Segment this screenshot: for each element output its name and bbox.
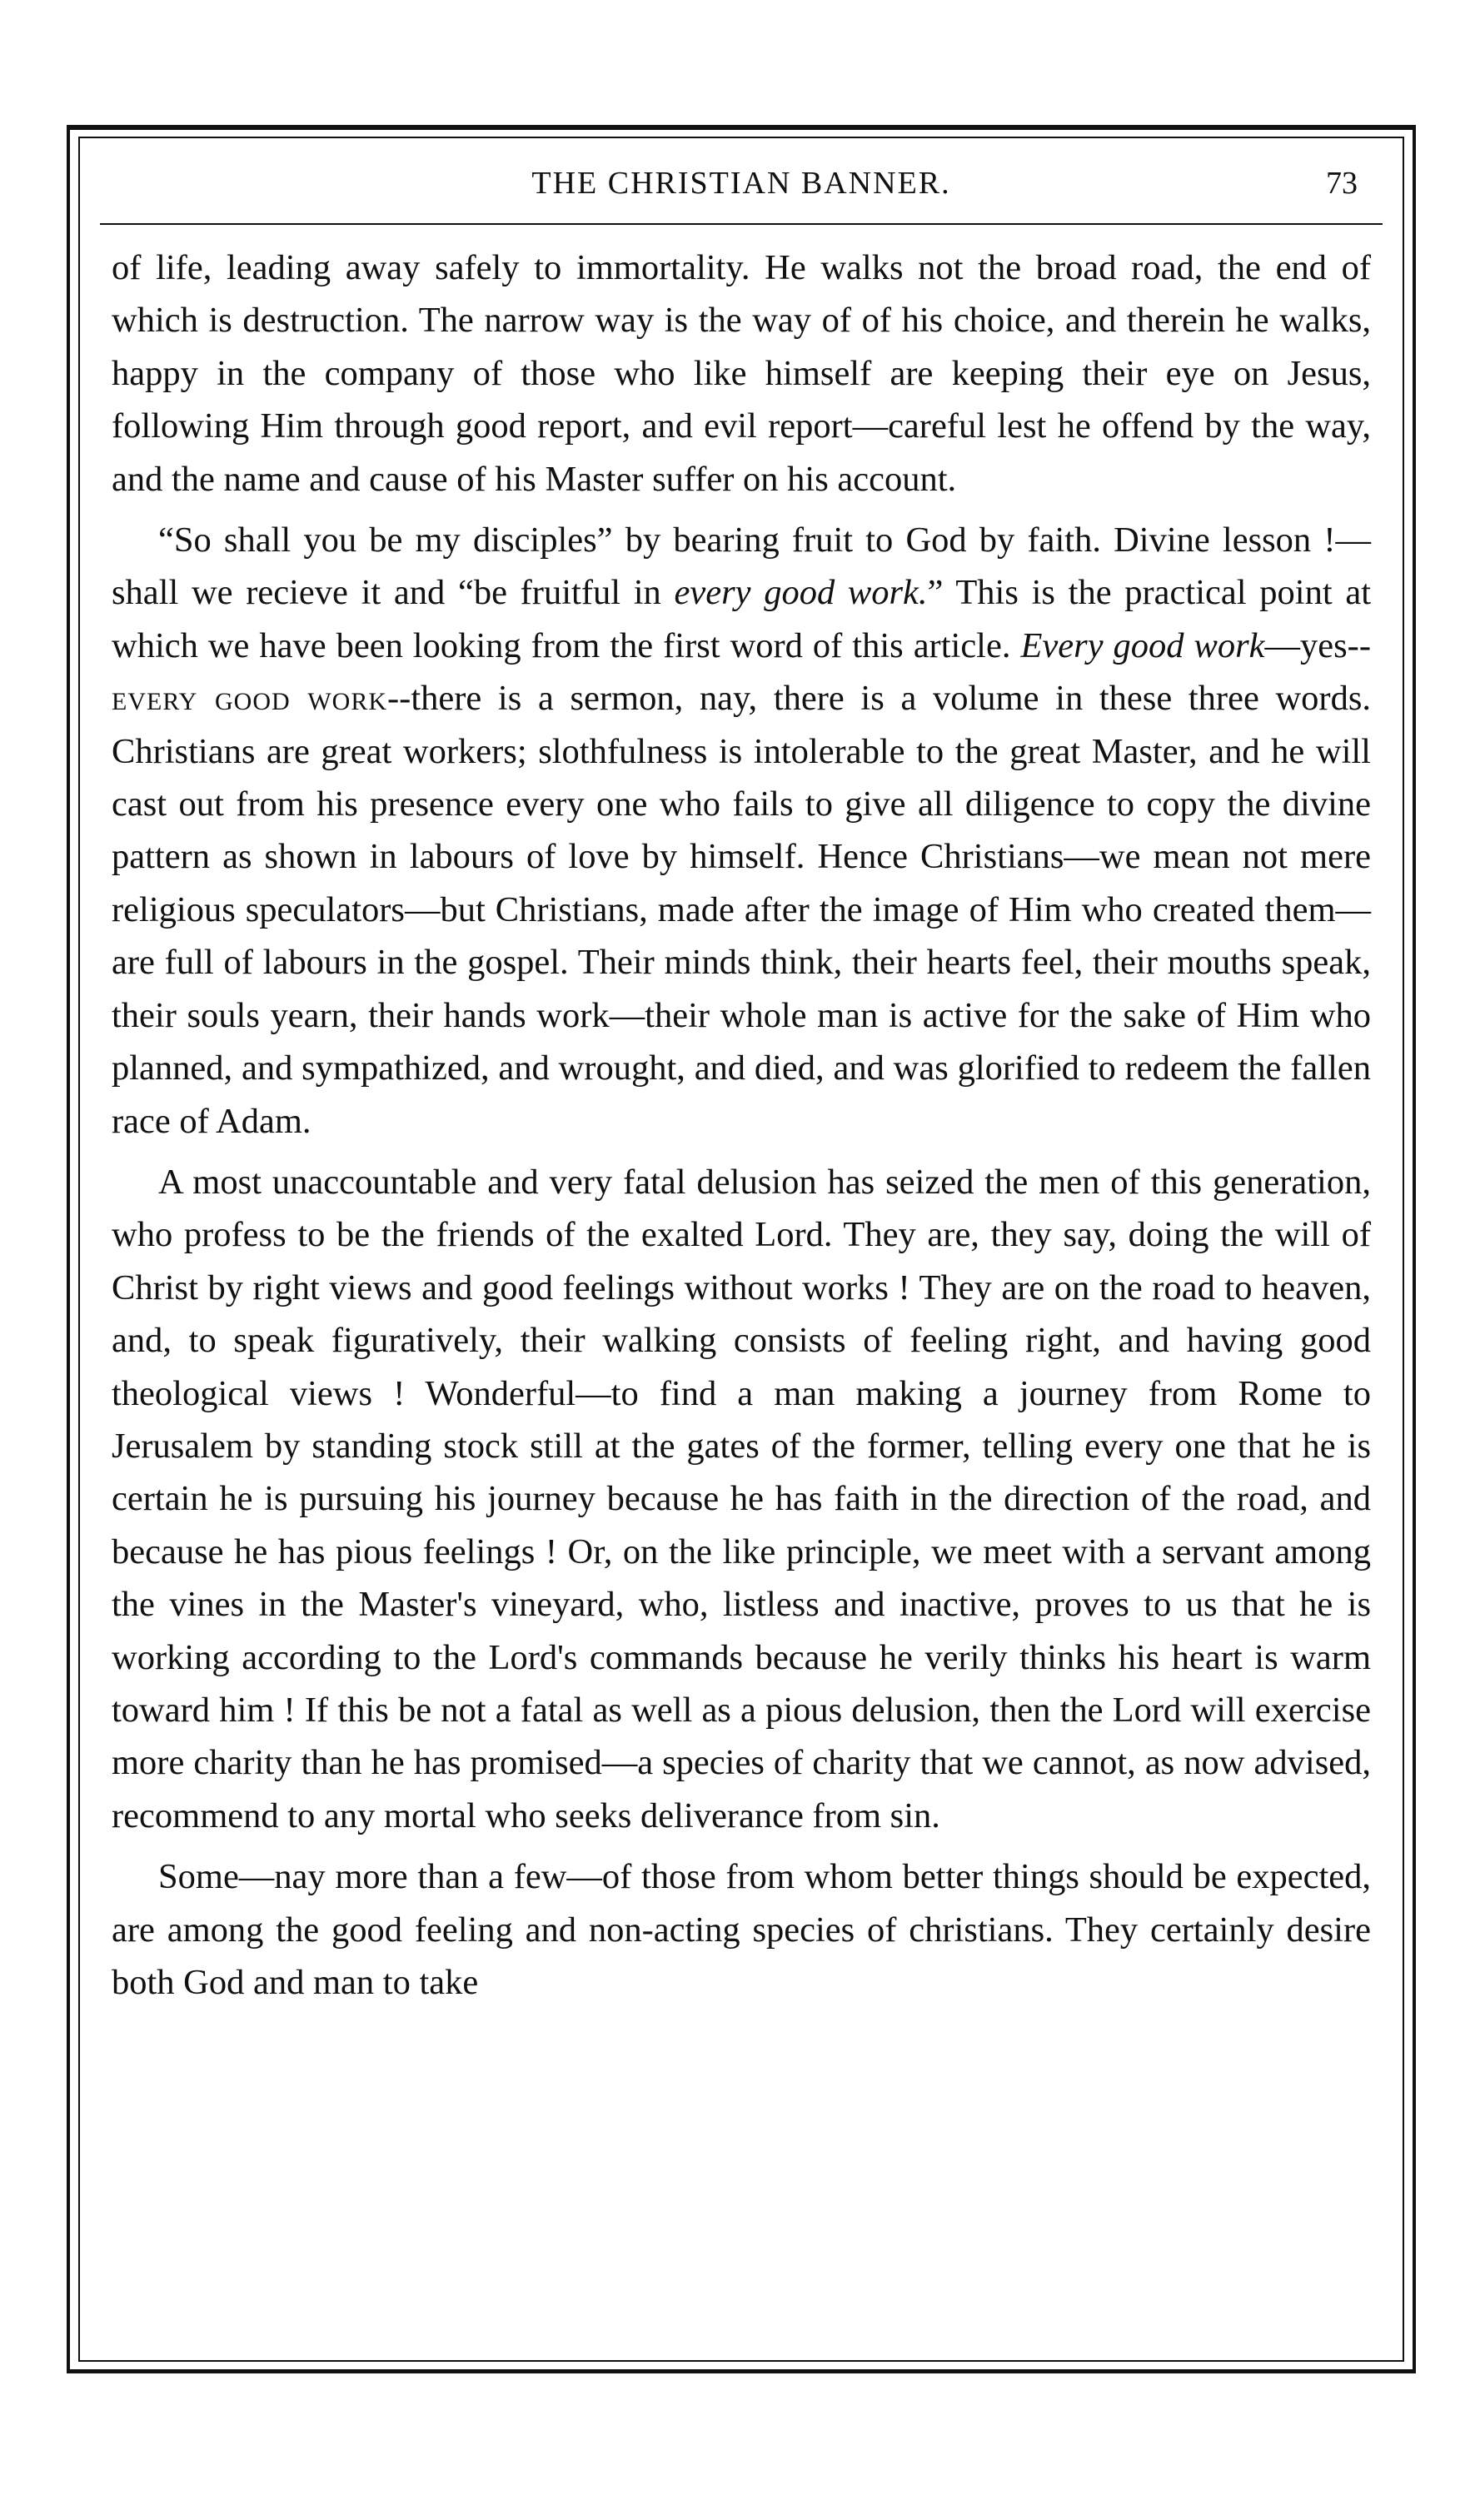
paragraph-1: of life, leading away safely to immortality. He walks not the broad road, the end of which is destruction. The narrow way is the way of of his choice, and therein he walks, happy in the company of those who like himself are keeping their eye on Jesus, following Him through good report, and evil report—careful lest he offend by the way, and the name and cause of his Master suffer on his account. (112, 248, 1371, 499)
border-rule-bottom (67, 2369, 1416, 2373)
border-rule-top (67, 125, 1416, 130)
header-rule (100, 223, 1383, 225)
paragraph-2-text-d: --there is a sermon, nay, there is a volume in these three words. Christians are great workers; slothfulness is intolerable to the great Master, and he will cast out from his presence every one who fails to give all diligence to copy the divine pattern as shown in labours of love by himself. Hence Christians—we mean not mere religious speculators—but Christians, made after the image of Him who created them—are full of labours in the gospel. Their minds think, their hearts feel, their mouths speak, their souls yearn, their hands work—their whole man is active for the sake of Him who planned, and sympathized, and wrought, and died, and was glorified to redeem the fallen race of Adam. (112, 679, 1371, 1141)
paragraph-2-text-b: ” This is the practical point at which we have been looking from the first word of this article. (112, 573, 1371, 665)
paragraph-2 (112, 514, 1371, 1148)
paragraph-2-italic-every-good-work: every good work. (674, 573, 928, 613)
page-border (67, 125, 1416, 2373)
paragraph-3: A most unaccountable and very fatal delusion has seized the men of this generation, who profess to be the friends of the exalted Lord. They are, they say, doing the will of Christ by right views and good feelings without works ! They are on the road to heaven, and, to speak figuratively, their walking consists of feeling right, and having good theological views ! Wonderful—to find a man making a journey from Rome to Jerusalem by standing stock still at the gates of the former, telling every one that he is certain he is pursuing his journey because he has faith in the direction of the road, and because he has pious feelings ! Or, on the like principle, we meet with a servant among the vines in the Master's vineyard, who, listless and inactive, proves to us that he is working according to the Lord's commands because he verily thinks his heart is warm toward him ! If this be not a fatal as well as a pious delusion, then the Lord will exercise more charity than he has promised—a species of charity that we cannot, as now advised, recommend to any mortal who seeks deliverance from sin. (112, 1162, 1371, 1835)
paragraph-2-text-c: —yes-- (1264, 625, 1371, 665)
border-rule-left-inner (78, 137, 80, 2362)
paragraph-4: Some—nay more than a few—of those from whom better things should be expected, are among the good feeling and non-acting species of christians. They certainly desire both God and man to take (112, 1857, 1371, 2002)
article-body (112, 242, 1371, 2323)
paragraph-2-small-caps: every good work (112, 679, 388, 719)
border-rule-top-inner (78, 137, 1404, 138)
border-rule-left (67, 125, 70, 2373)
paragraph-2-text-a: “So shall you be my disciples” by bearing fruit to God by faith. Divine lesson !—shall we recieve it and “be fruitful in (112, 520, 1371, 613)
running-title: THE CHRISTIAN BANNER. (531, 166, 951, 201)
page-number: 73 (1326, 166, 1358, 201)
running-head (117, 165, 1366, 215)
border-rule-bottom-inner (78, 2360, 1404, 2362)
border-rule-right (1413, 125, 1416, 2373)
paragraph-2-italic-every-good-work-2: Every good work (1020, 625, 1265, 665)
border-rule-right-inner (1403, 137, 1404, 2362)
